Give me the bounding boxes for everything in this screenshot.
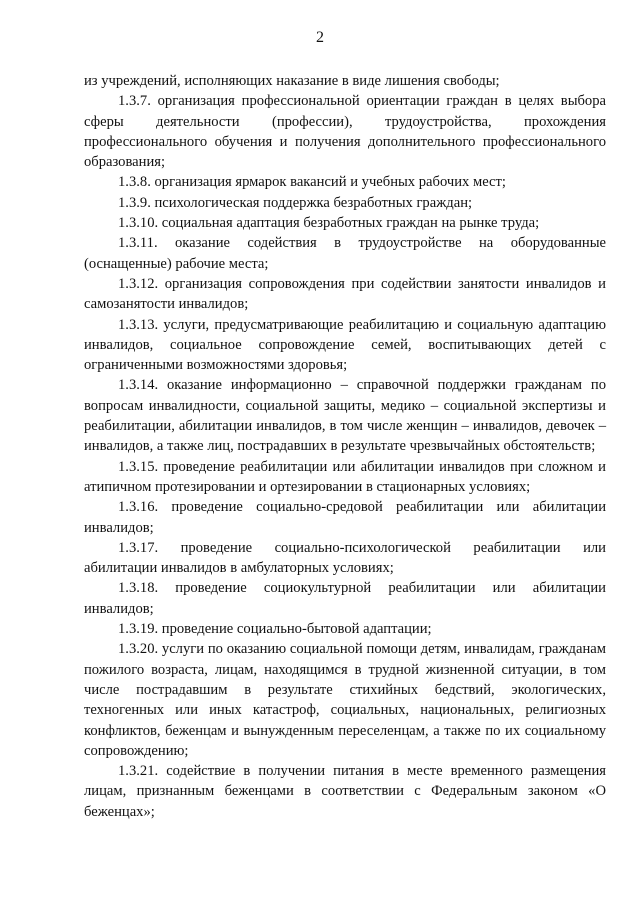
paragraph: 1.3.18. проведение социокультурной реабилитации или абилитации инвалидов; bbox=[84, 580, 606, 617]
paragraph: из учреждений, исполняющих наказание в виде лишения свободы; bbox=[84, 73, 500, 89]
paragraph: 1.3.7. организация профессиональной ориентации граждан в целях выбора сферы деятельности (профессии), трудоустройства, прохождения профессионального обучения и получения дополнительного профессионального образования; bbox=[84, 93, 606, 171]
document-body bbox=[84, 71, 606, 822]
paragraph: 1.3.14. оказание информационно – справочной поддержки гражданам по вопросам инвалидности, социальной защиты, медико – социальной экспертизы и реабилитации, абилитации инвалидов, в том числе женщин – инвалидов, девочек – инвалидов, а также лиц, пострадавших в результате чрезвычайных обстоятельств; bbox=[84, 377, 606, 455]
paragraph: 1.3.10. социальная адаптация безработных граждан на рынке труда; bbox=[118, 215, 540, 232]
paragraph: 1.3.17. проведение социально-психологической реабилитации или абилитации инвалидов в амбулаторных условиях; bbox=[84, 539, 606, 577]
paragraph: 1.3.11. оказание содействия в трудоустройстве на оборудованные (оснащенные) рабочие места; bbox=[84, 235, 606, 272]
paragraph: 1.3.19. проведение социально-бытовой адаптации; bbox=[118, 621, 432, 638]
paragraph: 1.3.21. содействие в получении питания в месте временного размещения лицам, признанным беженцами в соответствии с Федеральным законом «О беженцах»; bbox=[84, 763, 606, 820]
page-number: 2 bbox=[316, 29, 324, 46]
paragraph: 1.3.16. проведение социально-средовой реабилитации или абилитации инвалидов; bbox=[84, 499, 606, 536]
paragraph: 1.3.12. организация сопровождения при содействии занятости инвалидов и самозанятости инвалидов; bbox=[84, 275, 606, 313]
paragraph: 1.3.8. организация ярмарок вакансий и учебных рабочих мест; bbox=[118, 174, 506, 191]
paragraph: 1.3.20. услуги по оказанию социальной помощи детям, инвалидам, гражданам пожилого возраста, лицам, находящимся в трудной жизненной ситуации, в том числе пострадавшим в результате стихийных бедствий, экологических, техногенных или иных катастроф, социальных, национальных, религиозных конфликтов, беженцам и вынужденным переселенцам, а также по их социальному сопровождению; bbox=[84, 641, 606, 759]
paragraph: 1.3.9. психологическая поддержка безработных граждан; bbox=[118, 194, 473, 211]
paragraph: 1.3.13. услуги, предусматривающие реабилитацию и социальную адаптацию инвалидов, социальное сопровождение семей, воспитывающих детей с ограниченными возможностями здоровья; bbox=[84, 316, 606, 374]
paragraph: 1.3.15. проведение реабилитации или абилитации инвалидов при сложном и атипичном протезировании и ортезировании в стационарных условиях; bbox=[84, 458, 606, 495]
